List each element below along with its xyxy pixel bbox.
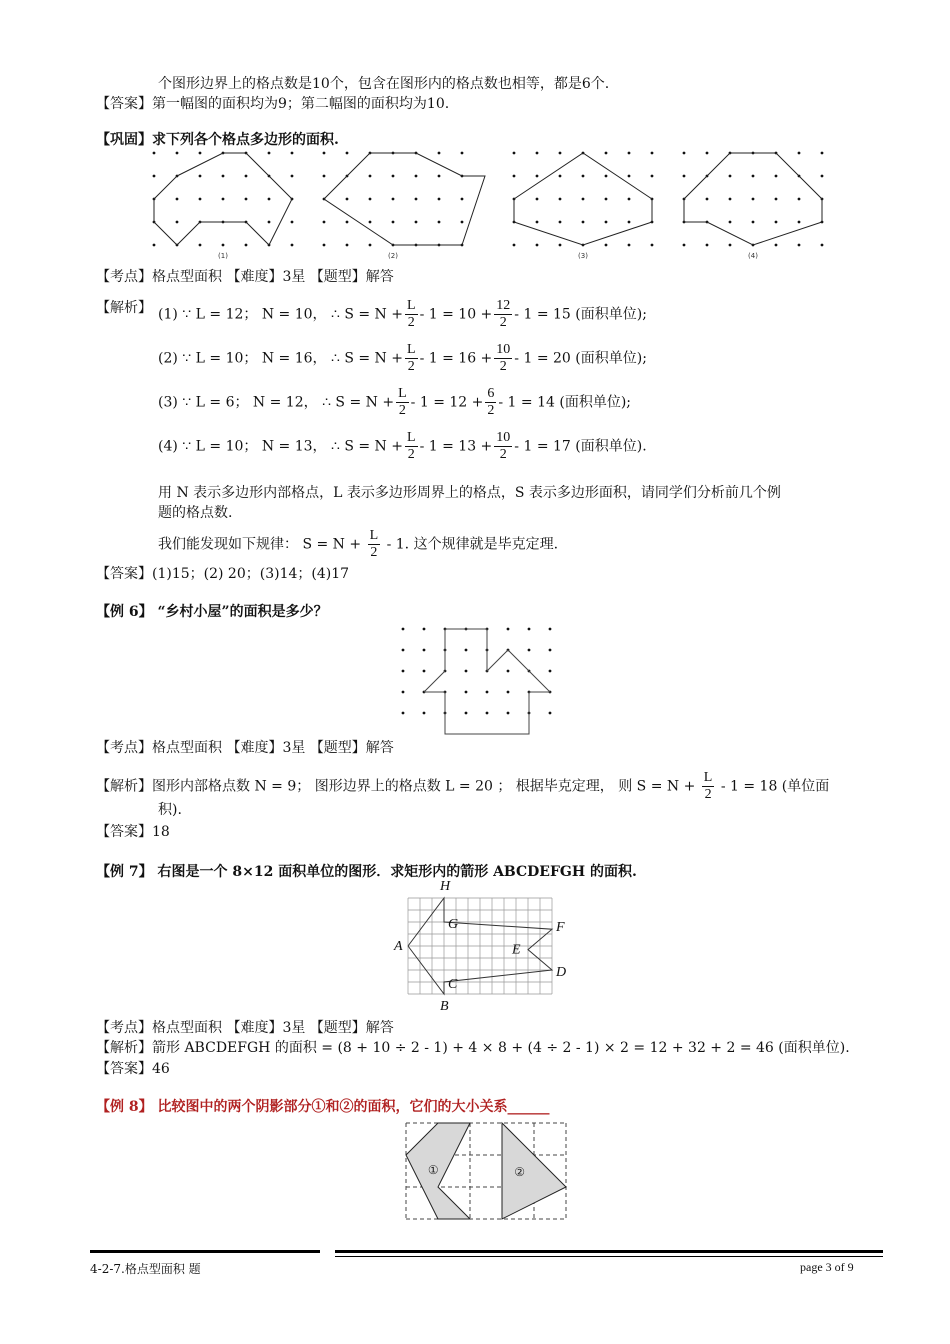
pick-pre: 我们能发现如下规律： S = N + [158, 536, 362, 553]
lattice-dot [423, 649, 426, 652]
answer-tag: 【答案】 [96, 824, 152, 840]
lattice-dot [706, 244, 709, 247]
lattice-dot [536, 221, 539, 224]
lattice-dot [423, 628, 426, 631]
shaded-compare-figure [400, 1120, 575, 1225]
intro-line: 个图形边界上的格点数是10个，包含在图形内的格点数也相等，都是6个. [158, 76, 610, 92]
row-frac2-num: 10 [496, 342, 511, 357]
row-frac1-den: 2 [407, 315, 415, 330]
lattice-dot [346, 198, 349, 201]
footer-left: 4-2-7.格点型面积 题 [90, 1262, 201, 1276]
jx-pre: 图形内部格点数 N = 9； 图形边界上的格点数 L = 20 ； 根据毕克定理， 则 S = N + [152, 778, 696, 795]
point-label-C: C [448, 977, 458, 992]
row-frac1-num: L [407, 342, 416, 357]
lattice-dot [775, 221, 778, 224]
lattice-figure-3 [513, 152, 654, 260]
fig-label: (1) [218, 252, 228, 260]
lattice-dot [323, 221, 326, 224]
lattice-dot [369, 198, 372, 201]
gonggu-title: 【巩固】求下列各个格点多边形的面积. [96, 132, 339, 148]
lattice-dot [153, 152, 156, 155]
lattice-dot [582, 221, 585, 224]
lattice-dot [346, 152, 349, 155]
lattice-dot [465, 712, 468, 715]
row-pre: (4) ∵ L = 10； N = 13， ∴ S = N + [158, 438, 403, 455]
lattice-dot [291, 175, 294, 178]
gonggu-row [158, 298, 647, 331]
lattice-dot [465, 691, 468, 694]
row-frac1 [405, 342, 418, 375]
lattice-dot [369, 244, 372, 247]
row-frac2 [494, 298, 512, 331]
lattice-dot [549, 712, 552, 715]
lattice-dot [461, 198, 464, 201]
lattice-dot [628, 175, 631, 178]
lattice-dot [651, 152, 654, 155]
lattice-dot [438, 152, 441, 155]
row-frac1-den: 2 [407, 447, 415, 462]
answer-text: 46 [152, 1061, 170, 1077]
lattice-dot [798, 221, 801, 224]
lattice-figure-4 [683, 152, 824, 260]
top-answer [96, 94, 449, 114]
lattice-dot [559, 221, 562, 224]
lattice-dot [536, 175, 539, 178]
gonggu-row [158, 386, 631, 419]
lattice-dot [507, 670, 510, 673]
lattice-dot [245, 244, 248, 247]
row-frac2-num: 10 [496, 430, 511, 445]
lattice-dot [752, 175, 755, 178]
pick-para-1b: 题的格点数. [158, 505, 233, 521]
lattice-dot [402, 628, 405, 631]
gonggu-row [158, 342, 647, 375]
footer-rule-right [335, 1250, 883, 1253]
lattice-dot [438, 221, 441, 224]
row-frac2-den: 2 [499, 315, 507, 330]
lattice-dot [438, 198, 441, 201]
answer-text: 第一幅图的面积均为9；第二幅图的面积均为10. [152, 96, 450, 112]
gonggu-meta: 【考点】格点型面积 【难度】3星 【题型】解答 [96, 269, 394, 285]
village-house-figure [398, 624, 578, 734]
lattice-dot [821, 244, 824, 247]
lattice-dot [683, 244, 686, 247]
lattice-dot [549, 649, 552, 652]
lattice-dot [268, 198, 271, 201]
lattice-dot [402, 691, 405, 694]
row-frac1-num: L [407, 430, 416, 445]
row-frac2-den: 2 [487, 403, 495, 418]
lattice-dot [513, 244, 516, 247]
lattice-dot [605, 198, 608, 201]
lattice-dot [605, 244, 608, 247]
lattice-dot [245, 198, 248, 201]
row-frac1-den: 2 [398, 403, 406, 418]
ex7-answer [96, 1059, 170, 1079]
pick-post: - 1. 这个规律就是毕克定理. [386, 536, 559, 553]
row-mid: - 1 = 13 + [419, 438, 493, 455]
lattice-dot [199, 152, 202, 155]
lattice-dot [415, 221, 418, 224]
lattice-dot [402, 649, 405, 652]
footer-rule-right-thin [335, 1256, 883, 1257]
point-label-F: F [556, 920, 565, 936]
answer-tag: 【答案】 [96, 566, 152, 582]
ex7-meta: 【考点】格点型面积 【难度】3星 【题型】解答 [96, 1020, 394, 1036]
pick-formula [158, 528, 558, 561]
lattice-dot [392, 221, 395, 224]
row-pre: (1) ∵ L = 12； N = 10， ∴ S = N + [158, 306, 403, 323]
pick-para-1a: 用 N 表示多边形内部格点，L 表示多边形周界上的格点，S 表示多边形面积，请同学们分析前几个例 [158, 485, 781, 501]
lattice-dot [245, 175, 248, 178]
lattice-dot [605, 221, 608, 224]
lattice-dot [729, 175, 732, 178]
row-mid: - 1 = 10 + [419, 306, 493, 323]
row-frac2-num: 6 [487, 386, 495, 401]
lattice-dot [268, 221, 271, 224]
lattice-dot [729, 244, 732, 247]
lattice-dot [628, 221, 631, 224]
jx-frac-den: 2 [704, 787, 712, 802]
pick-frac [368, 528, 381, 561]
lattice-dot [222, 198, 225, 201]
row-mid: - 1 = 16 + [419, 350, 493, 367]
point-label-B: B [440, 999, 449, 1014]
lattice-dot [798, 198, 801, 201]
fig-label: (3) [578, 252, 588, 260]
point-label-G: G [448, 917, 459, 932]
answer-tag: 【答案】 [96, 96, 152, 112]
lattice-dot [423, 670, 426, 673]
lattice-dot [775, 175, 778, 178]
lattice-dot [291, 244, 294, 247]
lattice-dot [346, 244, 349, 247]
lattice-dot [323, 244, 326, 247]
lattice-dot [507, 712, 510, 715]
house-outline [424, 629, 550, 734]
row-frac1 [405, 298, 418, 331]
lattice-dot [513, 152, 516, 155]
row-frac1-num: L [407, 298, 416, 313]
lattice-dot [176, 152, 179, 155]
lattice-dot [628, 152, 631, 155]
region-label-1: ① [427, 1163, 439, 1178]
answer-tag: 【答案】 [96, 1061, 152, 1077]
lattice-figure-2 [323, 152, 485, 260]
lattice-dot [651, 175, 654, 178]
lattice-dot [528, 628, 531, 631]
lattice-dot [507, 691, 510, 694]
lattice-dot [729, 221, 732, 224]
lattice-dot [536, 244, 539, 247]
lattice-dot [291, 152, 294, 155]
row-frac1 [405, 430, 418, 463]
lattice-dot [628, 244, 631, 247]
ex6-jx-line2: 积). [158, 802, 182, 818]
lattice-dot [536, 152, 539, 155]
pick-frac-num: L [369, 528, 379, 543]
row-post: - 1 = 15 (面积单位); [514, 306, 647, 323]
jx-frac [702, 770, 715, 803]
region-label-2: ② [514, 1164, 525, 1179]
lattice-dot [536, 198, 539, 201]
lattice-dot [706, 198, 709, 201]
row-frac2 [485, 386, 496, 419]
lattice-dot [222, 244, 225, 247]
lattice-dot [153, 244, 156, 247]
lattice-dot [199, 244, 202, 247]
lattice-dot [752, 221, 755, 224]
lattice-dot [423, 712, 426, 715]
row-frac2 [494, 342, 512, 375]
lattice-dot [176, 221, 179, 224]
ex6-jx [96, 770, 829, 803]
lattice-dot [582, 198, 585, 201]
jx-tag: 【解析】 [96, 778, 152, 795]
lattice-dot [461, 152, 464, 155]
row-frac1 [396, 386, 409, 419]
gonggu-answer [96, 564, 349, 584]
row-frac2-den: 2 [499, 447, 507, 462]
lattice-dot [798, 244, 801, 247]
lattice-dot [549, 670, 552, 673]
row-frac2 [494, 430, 512, 463]
lattice-dot [323, 175, 326, 178]
lattice-dot [706, 152, 709, 155]
lattice-dot [683, 152, 686, 155]
lattice-dot [415, 198, 418, 201]
gonggu-row [158, 430, 647, 463]
lattice-dot [176, 198, 179, 201]
answer-text: 18 [152, 824, 170, 840]
lattice-dot [559, 244, 562, 247]
lattice-dot [199, 198, 202, 201]
lattice-dot [415, 175, 418, 178]
lattice-dot [559, 152, 562, 155]
lattice-dot [486, 691, 489, 694]
row-post: - 1 = 14 (面积单位); [498, 394, 631, 411]
footer-rule-left [90, 1250, 320, 1253]
lattice-dot [369, 175, 372, 178]
point-label-D: D [556, 965, 567, 980]
row-frac1-num: L [398, 386, 407, 401]
ex6-meta: 【考点】格点型面积 【难度】3星 【题型】解答 [96, 740, 394, 756]
gonggu-jx-tag: 【解析】 [96, 300, 152, 316]
lattice-polygons-figure [140, 148, 840, 263]
lattice-dot [528, 649, 531, 652]
lattice-dot [821, 152, 824, 155]
lattice-dot [752, 198, 755, 201]
ex7-jx: 【解析】箭形 ABCDEFGH 的面积 = (8 + 10 ÷ 2 - 1) + 4 × 8 + (4 ÷ 2 - 1) × 2 = 12 + 32 + 2 = 46 (面积单位). [96, 1040, 850, 1056]
row-pre: (2) ∵ L = 10； N = 16， ∴ S = N + [158, 350, 403, 367]
row-frac1-den: 2 [407, 359, 415, 374]
lattice-dot [369, 221, 372, 224]
lattice-dot [507, 628, 510, 631]
lattice-dot [465, 670, 468, 673]
ex6-title: 【例 6】 “乡村小屋”的面积是多少？ [96, 604, 328, 620]
lattice-dot [605, 175, 608, 178]
lattice-dot [438, 175, 441, 178]
lattice-dot [798, 152, 801, 155]
lattice-dot [402, 670, 405, 673]
lattice-dot [199, 175, 202, 178]
lattice-dot [549, 628, 552, 631]
ex8-title: 【例 8】 比较图中的两个阴影部分①和②的面积，它们的大小关系______ [96, 1099, 550, 1115]
pick-frac-den: 2 [370, 545, 378, 560]
fig-label: (4) [748, 252, 758, 260]
point-label-H: H [440, 879, 451, 894]
lattice-dot [775, 198, 778, 201]
answer-text: (1)15；(2) 20；(3)14；(4)17 [152, 566, 350, 582]
lattice-dot [775, 244, 778, 247]
lattice-dot [683, 175, 686, 178]
lattice-dot [392, 198, 395, 201]
fig-label: (2) [388, 252, 398, 260]
lattice-dot [402, 712, 405, 715]
lattice-dot [461, 221, 464, 224]
ex7-title: 【例 7】 右图是一个 8×12 面积单位的图形．求矩形内的箭形 ABCDEFGH 的面积. [96, 864, 637, 880]
lattice-dot [222, 175, 225, 178]
lattice-dot [465, 649, 468, 652]
lattice-dot [582, 175, 585, 178]
lattice-dot [346, 221, 349, 224]
row-post: - 1 = 20 (面积单位); [514, 350, 647, 367]
row-mid: - 1 = 12 + [410, 394, 484, 411]
lattice-dot [392, 175, 395, 178]
lattice-dot [628, 198, 631, 201]
lattice-dot [486, 712, 489, 715]
lattice-figure-1 [153, 152, 294, 260]
lattice-dot [559, 175, 562, 178]
jx-post: - 1 = 18 (单位面 [720, 778, 830, 795]
ex6-answer [96, 822, 170, 842]
row-pre: (3) ∵ L = 6； N = 12， ∴ S = N + [158, 394, 395, 411]
arrow-shape-figure [390, 880, 580, 1020]
point-label-A: A [394, 939, 403, 954]
row-frac2-den: 2 [499, 359, 507, 374]
row-frac2-num: 12 [496, 298, 511, 313]
row-post: - 1 = 17 (面积单位). [514, 438, 647, 455]
point-label-E: E [512, 942, 521, 958]
lattice-dot [729, 198, 732, 201]
lattice-dot [513, 175, 516, 178]
lattice-dot [323, 152, 326, 155]
jx-frac-num: L [703, 770, 713, 785]
lattice-dot [268, 152, 271, 155]
lattice-dot [153, 175, 156, 178]
lattice-dot [291, 221, 294, 224]
lattice-dot [605, 152, 608, 155]
lattice-dot [821, 175, 824, 178]
footer-page: page 3 of 9 [800, 1260, 854, 1274]
lattice-dot [559, 198, 562, 201]
lattice-dot [651, 244, 654, 247]
